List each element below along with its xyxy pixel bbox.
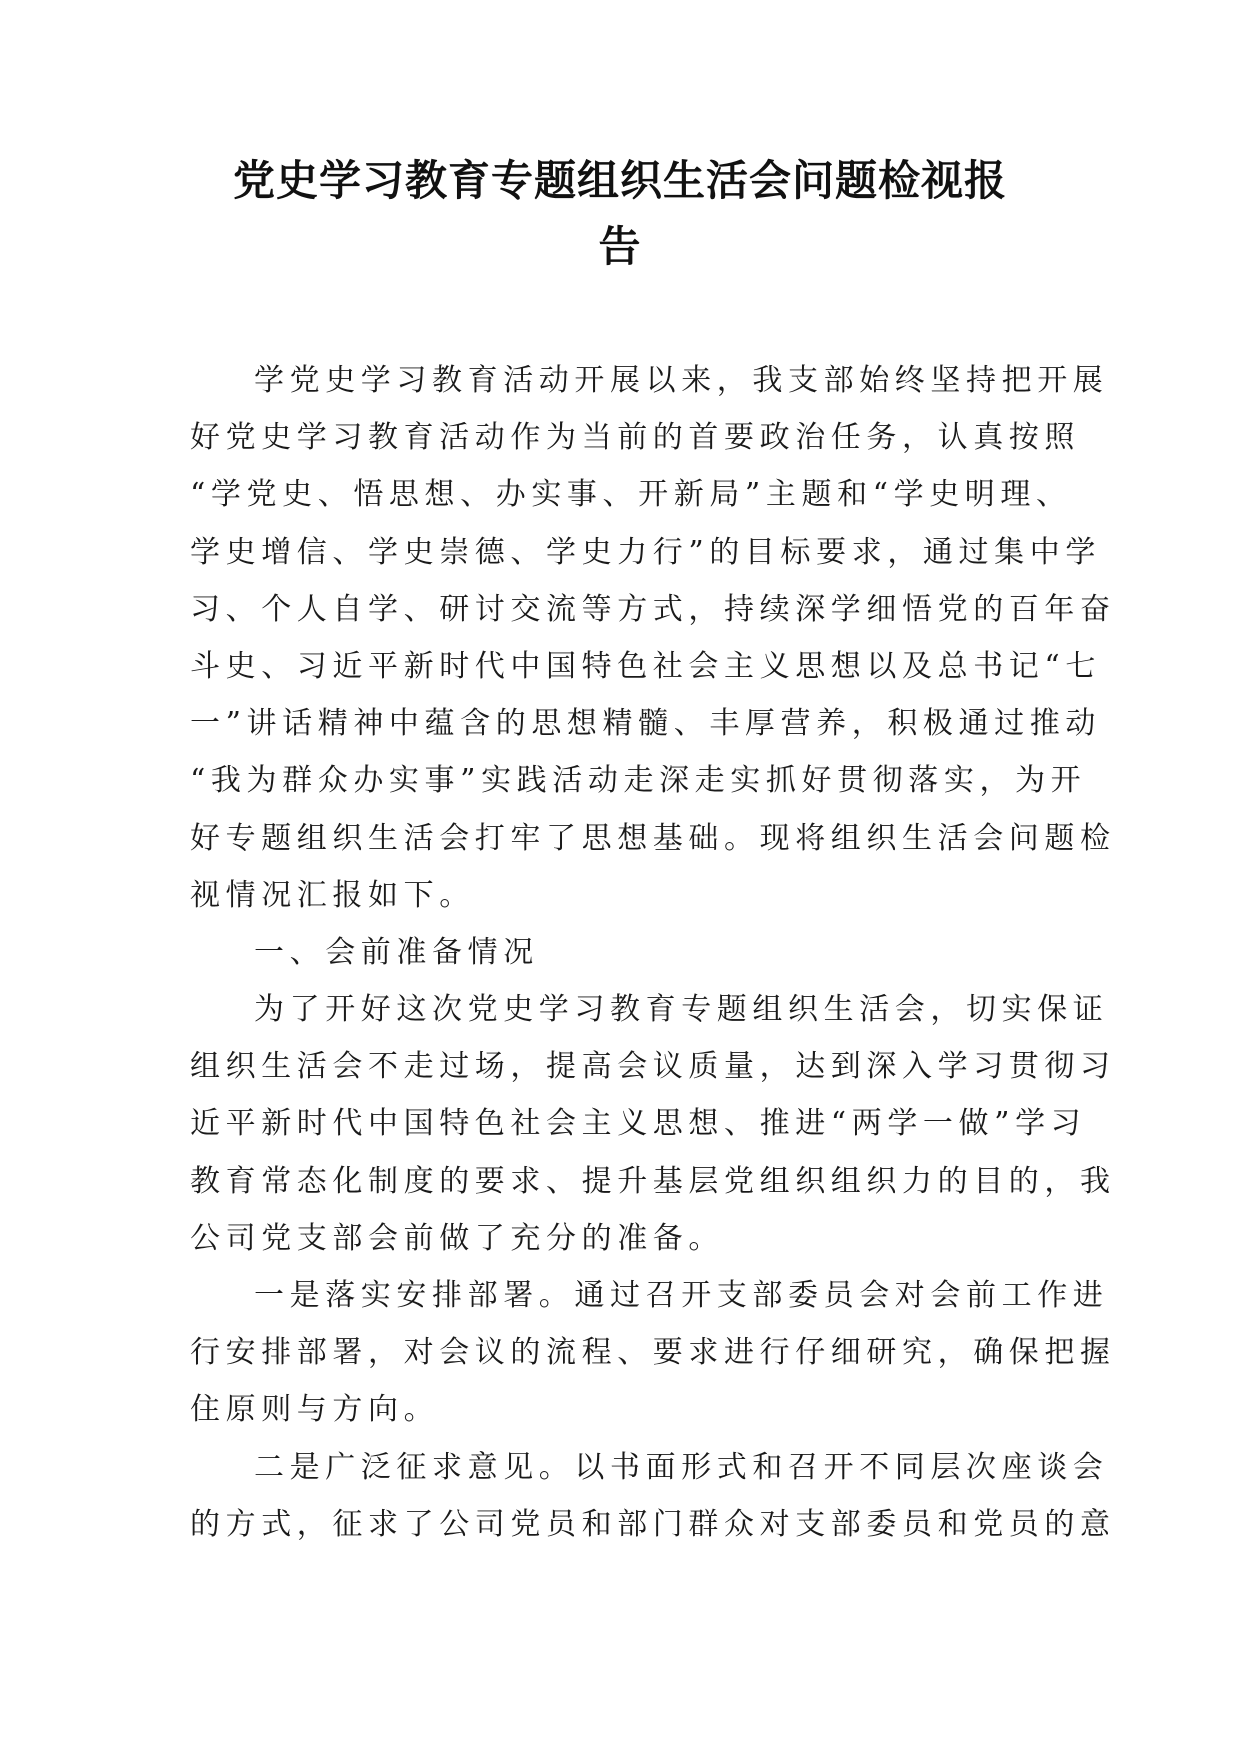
body-text-line: 学史增信、学史崇德、学史力行”的目标要求，通过集中学 [190, 534, 1101, 570]
body-text-line: “学党史、悟思想、办实事、开新局”主题和“学史明理、 [190, 477, 1072, 513]
body-text-line: 二是广泛征求意见。以书面形式和召开不同层次座谈会 [254, 1449, 1109, 1485]
body-text-line: 住原则与方向。 [190, 1392, 440, 1428]
body-text-line: 一、会前准备情况 [254, 934, 539, 970]
body-text-line: 组织生活会不走过场，提高会议质量，达到深入学习贯彻习 [190, 1049, 1116, 1085]
body-text-line: 近平新时代中国特色社会主义思想、推进“两学一做”学习 [190, 1106, 1087, 1142]
body-text-line: 好专题组织生活会打牢了思想基础。现将组织生活会问题检 [190, 820, 1116, 856]
body-text-line: 的方式，征求了公司党员和部门群众对支部委员和党员的意 [190, 1506, 1116, 1542]
title-line-2: 告 [598, 222, 642, 271]
body-text-line: 斗史、习近平新时代中国特色社会主义思想以及总书记“七 [190, 648, 1101, 684]
document-body [190, 352, 1116, 1553]
title-line-1: 党史学习教育专题组织生活会问题检视报 [232, 156, 1007, 205]
body-text-line: 习、个人自学、研讨交流等方式，持续深学细悟党的百年奋 [190, 591, 1116, 627]
body-text-line: 一”讲话精神中蕴含的思想精髓、丰厚营养，积极通过推动 [190, 706, 1101, 742]
document-title [180, 148, 1060, 280]
body-text-line: “我为群众办实事”实践活动走深走实抓好贯彻落实，为开 [190, 763, 1087, 799]
body-text-line: 学党史学习教育活动开展以来，我支部始终坚持把开展 [254, 363, 1109, 398]
body-text-line: 为了开好这次党史学习教育专题组织生活会，切实保证 [254, 992, 1109, 1028]
body-text-line: 一是落实安排部署。通过召开支部委员会对会前工作进 [254, 1278, 1109, 1313]
body-text-line: 公司党支部会前做了充分的准备。 [190, 1220, 724, 1256]
body-text-line: 教育常态化制度的要求、提升基层党组织组织力的目的，我 [190, 1163, 1116, 1199]
body-text-line: 好党史学习教育活动作为当前的首要政治任务，认真按照 [190, 420, 1080, 456]
body-text-line: 行安排部署，对会议的流程、要求进行仔细研究，确保把握 [190, 1335, 1116, 1371]
body-text-line: 视情况汇报如下。 [190, 877, 475, 913]
